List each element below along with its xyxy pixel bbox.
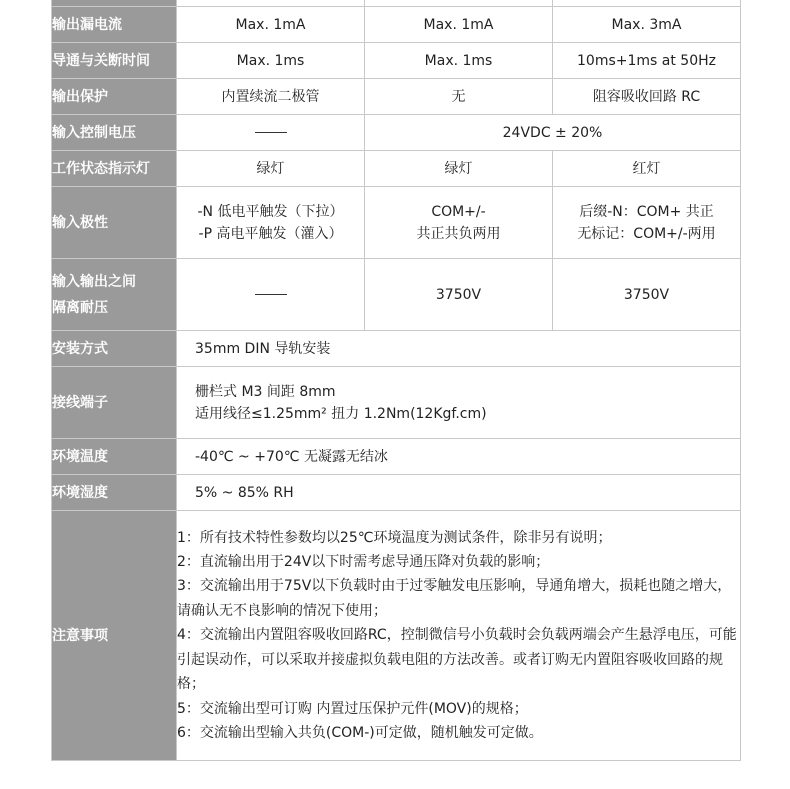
table-cell: 阻容吸收回路 RC [553, 79, 741, 115]
table-cell: Max. 1ms [177, 43, 365, 79]
table-cell [365, 187, 553, 259]
cell-line: 栅栏式 M3 间距 8mm [195, 383, 336, 400]
table-cell: 3750V [365, 259, 553, 331]
cell-line: 后缀-N：COM+ 共正 [579, 203, 714, 220]
row-label [52, 259, 177, 331]
row-label: 工作状态指示灯 [52, 151, 177, 187]
table-cell: 绿灯 [365, 151, 553, 187]
table-row [52, 7, 741, 43]
table-row [52, 79, 741, 115]
spec-table [51, 0, 741, 761]
note-line: 4：交流输出内置阻容吸收回路RC，控制微信号小负载时会负载两端会产生悬浮电压，可能引起误动作，可以采取并接虚拟负载电阻的方法改善。或者订购无内置阻容吸收回路的规格； [177, 627, 737, 693]
table-row [52, 187, 741, 259]
table-cell: 3750V [553, 259, 741, 331]
note-line: 5：交流输出型可订购 内置过压保护元件(MOV)的规格； [177, 700, 528, 717]
cell-line: 共正共负两用 [416, 225, 501, 242]
table-cell [177, 259, 365, 331]
table-cell [177, 115, 365, 151]
table-cell [177, 367, 741, 439]
table-cell [553, 187, 741, 259]
row-label: 环境温度 [52, 439, 177, 475]
table-row [52, 331, 741, 367]
row-label: 输入控制电压 [52, 115, 177, 151]
note-line: 3：交流输出用于75V以下负载时由于过零触发电压影响，导通角增大，损耗也随之增大，请确认无不良影响的情况下使用； [177, 578, 732, 619]
note-line: 6：交流输出型输入共负(COM-)可定做，随机触发可定做。 [177, 724, 543, 741]
row-label: 安装方式 [52, 331, 177, 367]
table-cell: 10ms+1ms at 50Hz [553, 43, 741, 79]
label-line: 隔离耐压 [52, 299, 108, 316]
table-cell: 35mm DIN 导轨安装 [177, 331, 741, 367]
empty-dash [255, 132, 287, 133]
table-cell: 内置续流二极管 [177, 79, 365, 115]
row-label: 注意事项 [52, 511, 177, 761]
table-row [52, 151, 741, 187]
label-line: 输入输出之间 [52, 273, 136, 290]
table-cell: Max. 3mA [553, 7, 741, 43]
row-label: 导通与关断时间 [52, 43, 177, 79]
table-row [52, 511, 741, 761]
table-cell: -40℃ ~ +70℃ 无凝露无结冰 [177, 439, 741, 475]
notes-cell [177, 511, 741, 761]
cell-line: 无标记：COM+/-两用 [577, 225, 716, 242]
empty-dash [255, 294, 287, 295]
row-label: 输出保护 [52, 79, 177, 115]
cell-line: 适用线径≤1.25mm² 扭力 1.2Nm(12Kgf.cm) [195, 405, 487, 422]
cell-line: COM+/- [431, 203, 486, 220]
table-row [52, 43, 741, 79]
note-line: 2：直流输出用于24V以下时需考虑导通压降对负载的影响； [177, 554, 550, 571]
note-line: 1：所有技术特性参数均以25℃环境温度为测试条件，除非另有说明； [177, 529, 612, 546]
table-cell: Max. 1mA [365, 7, 553, 43]
table-cell: Max. 1ms [365, 43, 553, 79]
table-row [52, 115, 741, 151]
table-cell: 绿灯 [177, 151, 365, 187]
table-cell: 24VDC ± 20% [365, 115, 741, 151]
table-cell: Max. 1mA [177, 7, 365, 43]
row-label: 输出漏电流 [52, 7, 177, 43]
table-row [52, 367, 741, 439]
table-row [52, 259, 741, 331]
cell-line: -P 高电平触发（灌入） [198, 225, 343, 242]
row-label: 环境湿度 [52, 475, 177, 511]
cell-line: -N 低电平触发（下拉） [197, 203, 344, 220]
table-row [52, 475, 741, 511]
row-label: 输入极性 [52, 187, 177, 259]
row-label: 接线端子 [52, 367, 177, 439]
table-cell: 无 [365, 79, 553, 115]
table-row [52, 439, 741, 475]
table-cell: 红灯 [553, 151, 741, 187]
table-cell [177, 187, 365, 259]
table-cell: 5% ~ 85% RH [177, 475, 741, 511]
